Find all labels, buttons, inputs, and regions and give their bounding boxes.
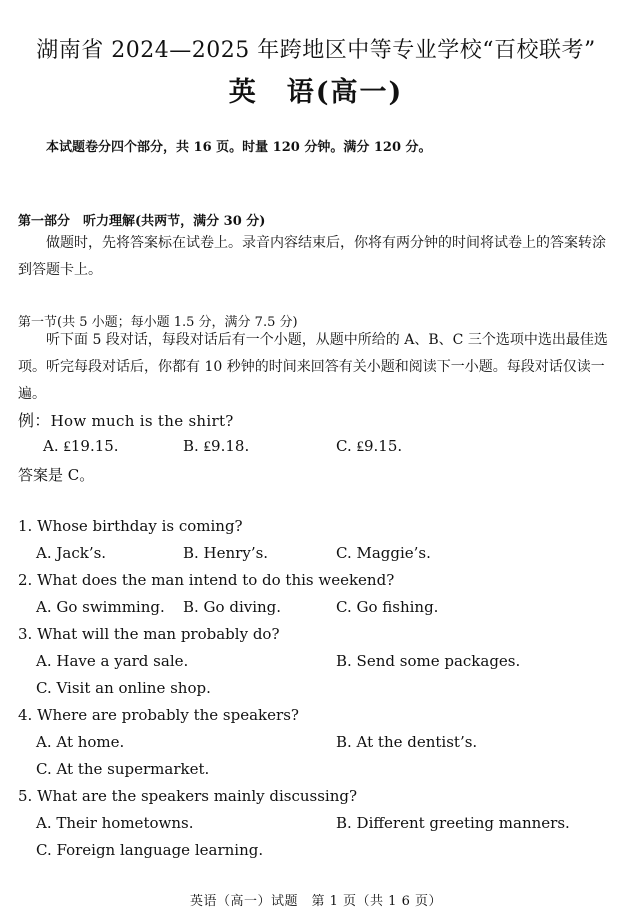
example-answer: 答案是 C。 [18, 466, 95, 484]
part1-paragraph [18, 230, 618, 284]
section1-paragraph-text: 听下面 5 段对话，每段对话后有一个小题，从题中所给的 A、B、C 三个选项中选出最佳选项。听完每段对话后，你都有 10 秒钟的时间来回答有关小题和阅读下一小题。每段对话仅读一遍。 [18, 332, 608, 402]
question-3: 3. What will the man probably do? [18, 625, 280, 643]
question-2-option-a: A. Go swimming. [36, 598, 165, 616]
question-1-option-b: B. Henry’s. [183, 544, 269, 562]
question-4-option-b: B. At the dentist’s. [336, 733, 478, 751]
question-4-option-c: C. At the supermarket. [36, 760, 210, 778]
question-2: 2. What does the man intend to do this weekend? [18, 571, 395, 589]
question-3-option-c: C. Visit an online shop. [36, 679, 211, 697]
subject-title: 英 语(高一) [228, 77, 404, 108]
question-1-option-c: C. Maggie’s. [336, 544, 431, 562]
exam-title: 湖南省 2024—2025 年跨地区中等专业学校“百校联考” [36, 38, 596, 63]
part1-heading: 第一部分 听力理解(共两节，满分 30 分) [18, 214, 266, 229]
section1-paragraph [18, 327, 618, 408]
question-5: 5. What are the speakers mainly discussing? [18, 787, 358, 805]
question-1-option-a: A. Jack’s. [36, 544, 107, 562]
example-prefix: 例： [18, 411, 51, 430]
question-4-option-a: A. At home. [36, 733, 125, 751]
question-5-option-b: B. Different greeting manners. [336, 814, 570, 832]
question-5-option-c: C. Foreign language learning. [36, 841, 264, 859]
section1-heading: 第一节(共 5 小题；每小题 1.5 分，满分 7.5 分) [18, 315, 298, 330]
question-5-option-a: A. Their hometowns. [36, 814, 194, 832]
example-option-c: C. ₤9.15. [336, 437, 403, 455]
question-4: 4. Where are probably the speakers? [18, 706, 299, 724]
question-3-option-b: B. Send some packages. [336, 652, 521, 670]
exam-instructions: 本试题卷分四个部分，共 16 页。时量 120 分钟。满分 120 分。 [46, 140, 432, 155]
question-2-option-c: C. Go fishing. [336, 598, 439, 616]
page-footer: 英语（高一）试题 第 1 页（共 1 6 页） [190, 894, 442, 909]
part1-paragraph-text: 做题时，先将答案标在试卷上。录音内容结束后，你将有两分钟的时间将试卷上的答案转涂到答题卡上。 [18, 235, 606, 278]
question-3-option-a: A. Have a yard sale. [36, 652, 189, 670]
example-question [18, 408, 234, 431]
example-option-a: A. ₤19.15. [43, 437, 119, 455]
question-1: 1. Whose birthday is coming? [18, 517, 243, 535]
question-2-option-b: B. Go diving. [183, 598, 282, 616]
example-question-text: How much is the shirt? [50, 412, 234, 430]
example-option-b: B. ₤9.18. [183, 437, 250, 455]
